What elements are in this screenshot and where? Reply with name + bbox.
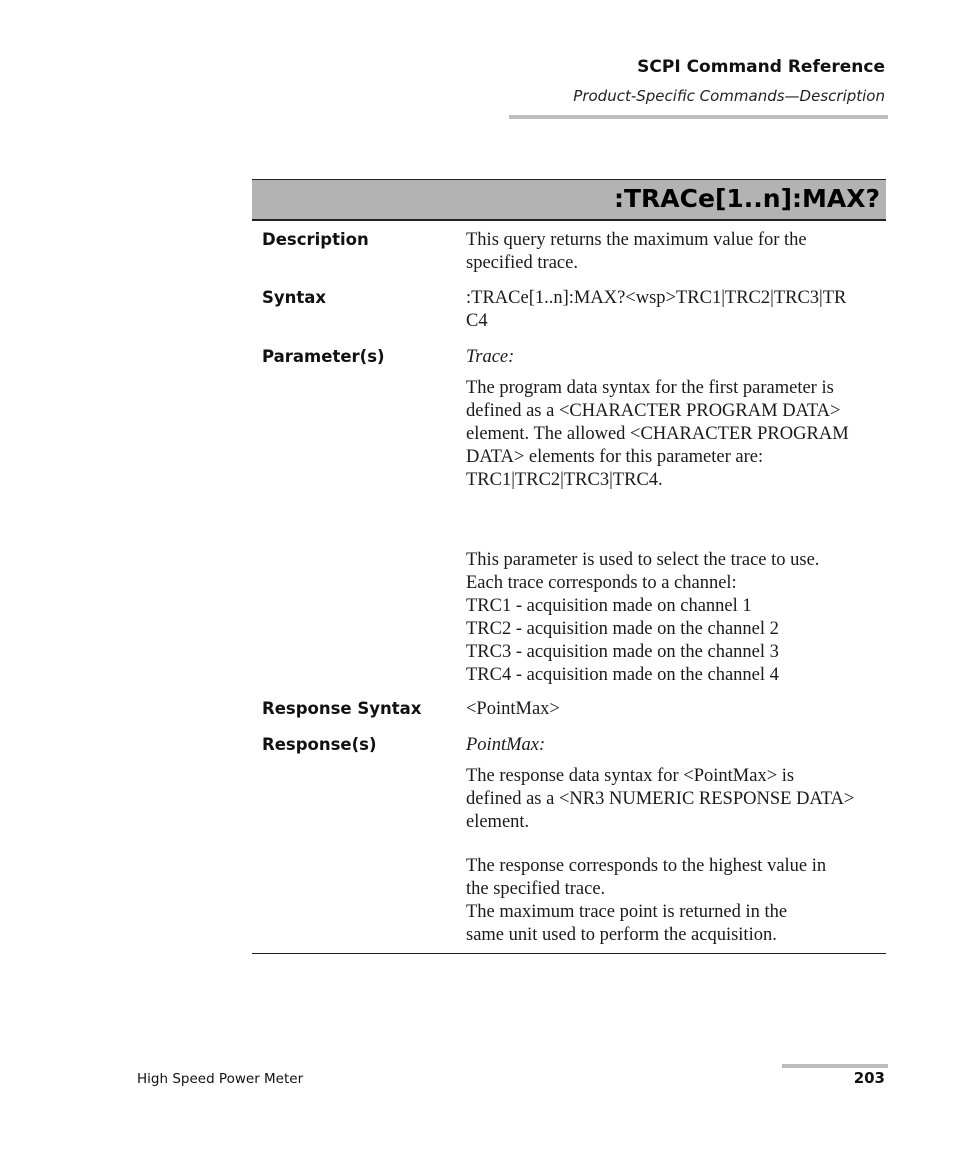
response-name: PointMax:: [466, 735, 546, 755]
parameter-line: TRC4 - acquisition made on the channel 4: [466, 665, 779, 685]
parameter-name: Trace:: [466, 347, 515, 367]
parameter-line: This parameter is used to select the trace to use.: [466, 550, 820, 570]
section-title: SCPI Command Reference: [637, 57, 885, 77]
table-bottom-rule: [252, 953, 886, 954]
parameter-line: TRC1 - acquisition made on channel 1: [466, 596, 752, 616]
footer-rule: [782, 1064, 888, 1068]
section-subtitle: Product-Specific Commands—Description: [573, 87, 885, 105]
parameter-line: Each trace corresponds to a channel:: [466, 573, 737, 593]
page-number: 203: [853, 1069, 885, 1087]
parameter-line: defined as a <CHARACTER PROGRAM DATA>: [466, 401, 841, 421]
response-line: the specified trace.: [466, 879, 606, 899]
parameters-label: Parameter(s): [262, 347, 385, 366]
parameter-line: TRC2 - acquisition made on the channel 2: [466, 619, 779, 639]
response-line: The response data syntax for <PointMax> is: [466, 766, 795, 786]
response-explanation: [466, 855, 886, 947]
response-line: The maximum trace point is returned in the: [466, 902, 788, 922]
parameter-line: TRC1|TRC2|TRC3|TRC4.: [466, 470, 663, 490]
parameter-usage: [466, 549, 886, 687]
responses-label: Response(s): [262, 735, 377, 754]
response-line: The response corresponds to the highest value in: [466, 856, 827, 876]
parameter-line: The program data syntax for the first parameter is: [466, 378, 834, 398]
syntax-line: :TRACe[1..n]:MAX?<wsp>TRC1|TRC2|TRC3|TR: [466, 288, 847, 308]
response-line: defined as a <NR3 NUMERIC RESPONSE DATA>: [466, 789, 855, 809]
description-line: This query returns the maximum value for the: [466, 230, 807, 250]
description-line: specified trace.: [466, 253, 578, 273]
command-title-bar: [252, 179, 886, 221]
response-syntax-label: Response Syntax: [262, 699, 422, 718]
syntax-label: Syntax: [262, 288, 327, 307]
syntax-text: [466, 287, 886, 333]
response-line: same unit used to perform the acquisition.: [466, 925, 777, 945]
parameter-definition: [466, 377, 886, 492]
response-line: element.: [466, 812, 530, 832]
response-syntax-value: <PointMax>: [466, 699, 560, 719]
parameter-line: DATA> elements for this parameter are:: [466, 447, 764, 467]
parameter-line: element. The allowed <CHARACTER PROGRAM: [466, 424, 849, 444]
syntax-line: C4: [466, 311, 488, 331]
response-definition: [466, 765, 886, 834]
header-rule: [509, 115, 888, 119]
footer-product-name: High Speed Power Meter: [137, 1071, 304, 1087]
command-title: :TRACe[1..n]:MAX?: [614, 184, 880, 213]
description-label: Description: [262, 230, 369, 249]
description-text: [466, 229, 886, 275]
parameter-line: TRC3 - acquisition made on the channel 3: [466, 642, 779, 662]
